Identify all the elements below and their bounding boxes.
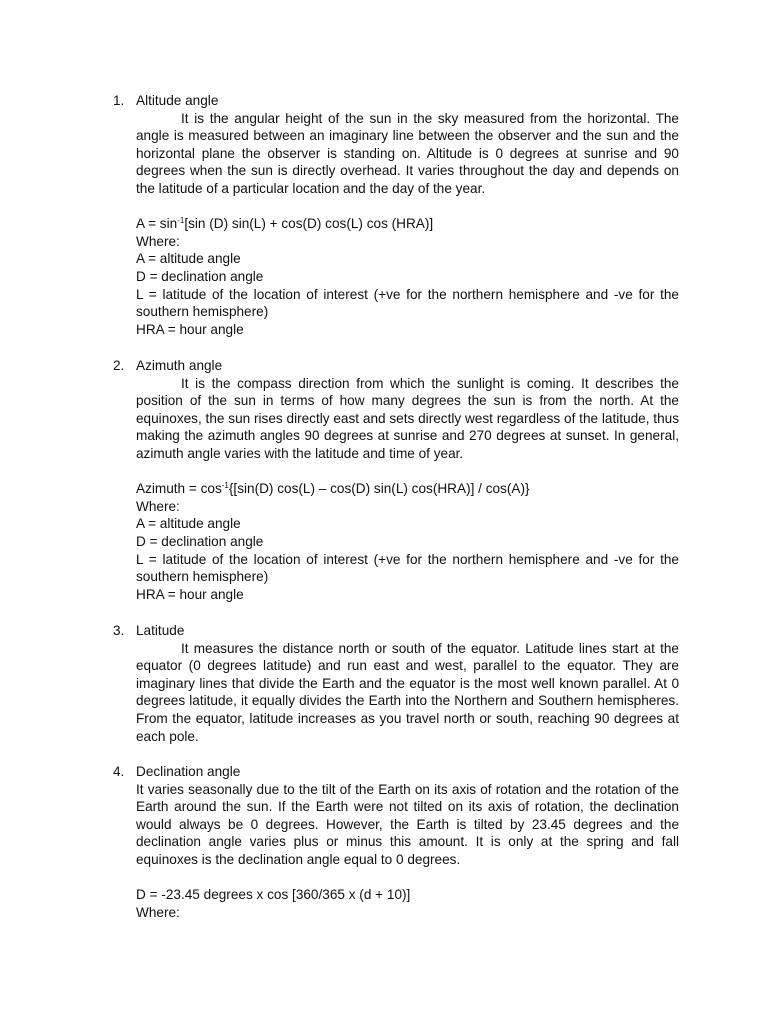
definition: A = altitude angle [136, 516, 241, 532]
definition: L = latitude of the location of interest (+ve for the northern hemisphere and -ve for the southern hemisphere) [136, 551, 679, 585]
formula: D = -23.45 degrees x cos [360/365 x (d + 10)] [136, 887, 411, 903]
formula-prefix: Azimuth = cos [136, 481, 222, 497]
formula [136, 480, 679, 498]
section-azimuth-angle [113, 357, 679, 603]
section-body [136, 357, 679, 603]
definition: HRA = hour angle [136, 586, 244, 602]
where-label: Where: [136, 904, 180, 920]
section-title: Azimuth angle [136, 358, 223, 373]
formula-suffix: {[sin(D) cos(L) – cos(D) sin(L) cos(HRA)] / cos(A)} [228, 481, 530, 497]
definition: L = latitude of the location of interest (+ve for the northern hemisphere and -ve for the southern hemisphere) [136, 286, 679, 320]
section-number: 3. [113, 623, 125, 638]
definition: A = altitude angle [136, 251, 241, 267]
formula [136, 215, 679, 233]
section-body [136, 622, 679, 745]
section-title: Altitude angle [136, 93, 219, 108]
section-number: 2. [113, 358, 125, 373]
where-label: Where: [136, 233, 180, 249]
section-paragraph: It measures the distance north or south of the equator. Latitude lines start at the equator (0 degrees latitude) and run east and west, parallel to the equator. They are imaginary lines that divide the Earth and the equator is the most well known parallel. At 0 degrees latitude, it equally divides the Earth into the Northern and Southern hemispheres. From the equator, latitude increases as you travel north or south, reaching 90 degrees at each pole. [136, 640, 679, 744]
section-declination-angle [113, 763, 679, 921]
section-paragraph: It is the compass direction from which the sunlight is coming. It describes the position of the sun in terms of how many degrees the sun is from the north. At the equinoxes, the sun rises directly east and sets directly west regardless of the latitude, thus making the azimuth angles 90 degrees at sunrise and 270 degrees at sunset. In general, azimuth angle varies with the latitude and time of year. [136, 375, 679, 461]
formula-prefix: A = sin [136, 216, 178, 232]
definition: HRA = hour angle [136, 321, 244, 337]
section-title: Declination angle [136, 764, 241, 779]
section-paragraph: It is the angular height of the sun in the sky measured from the horizontal. The angle is measured between an imaginary line between the observer and the sun and the horizontal plane the observer is standing on. Altitude is 0 degrees at sunrise and 90 degrees when the sun is directly overhead. It varies throughout the day and depends on the latitude of a particular location and the day of the year. [136, 110, 679, 196]
definition: D = declination angle [136, 268, 264, 284]
formula-superscript: -1 [221, 481, 229, 491]
section-body [136, 763, 679, 921]
definition: D = declination angle [136, 533, 264, 549]
section-number: 1. [113, 93, 125, 108]
section-body [136, 92, 679, 338]
where-label: Where: [136, 498, 180, 514]
section-title: Latitude [136, 623, 185, 638]
section-paragraph: It varies seasonally due to the tilt of the Earth on its axis of rotation and the rotation of the Earth around the sun. If the Earth were not tilted on its axis of rotation, the declination would always be 0 degrees. However, the Earth is tilted by 23.45 degrees and the declination angle varies plus or minus this amount. It is only at the spring and fall equinoxes is the declination angle equal to 0 degrees. [136, 781, 679, 867]
formula-suffix: [sin (D) sin(L) + cos(D) cos(L) cos (HRA)] [184, 216, 434, 232]
formula-superscript: -1 [177, 216, 185, 226]
section-altitude-angle [113, 92, 679, 338]
section-number: 4. [113, 764, 125, 779]
section-latitude [113, 622, 679, 745]
